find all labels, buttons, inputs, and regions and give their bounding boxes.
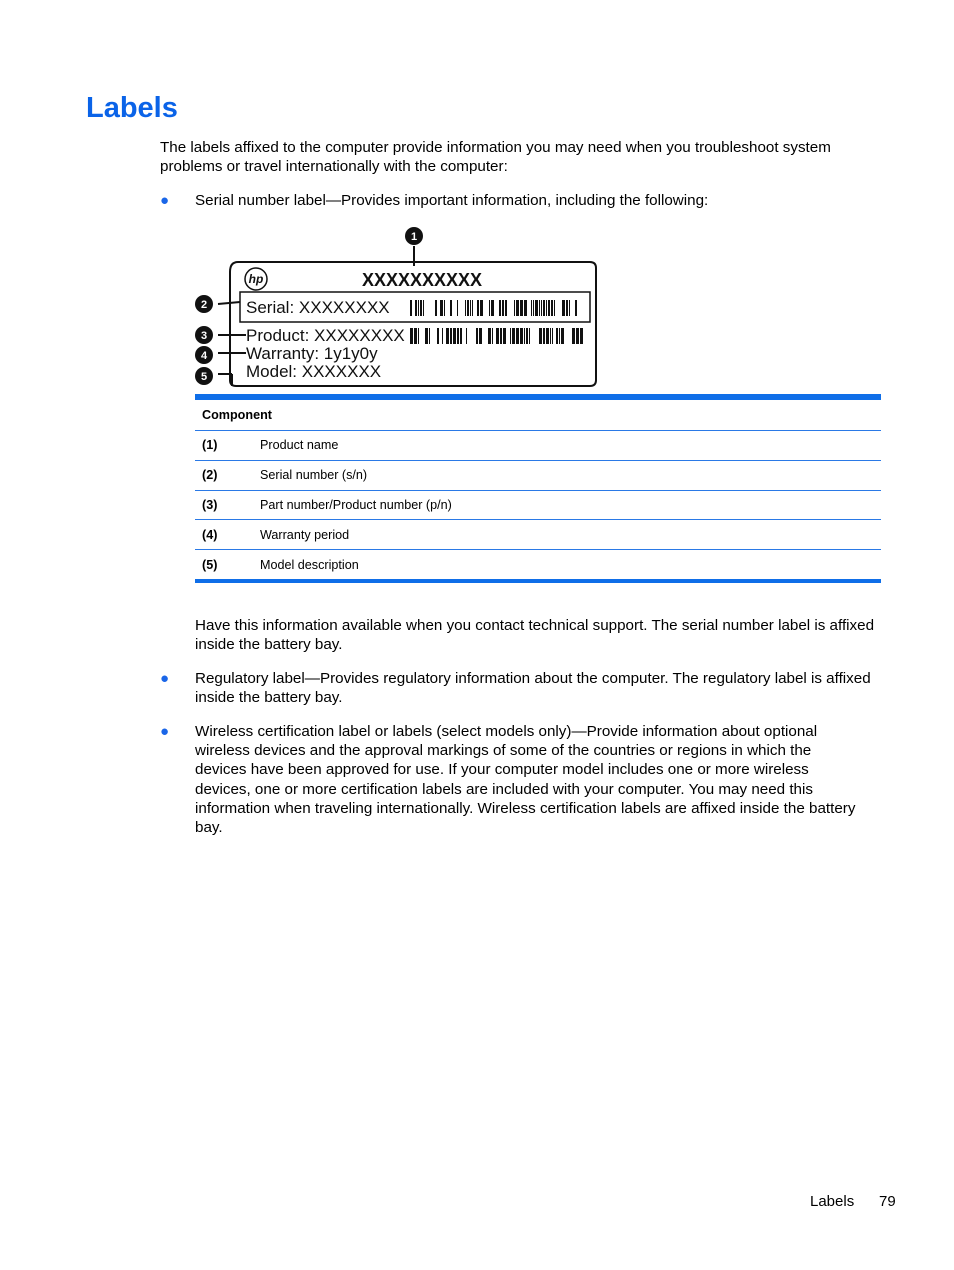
barcode-bar — [480, 300, 483, 316]
barcode-bar — [423, 300, 424, 316]
barcode-bar — [535, 300, 538, 316]
footer-page-number: 79 — [879, 1193, 896, 1210]
barcode-bar — [575, 300, 577, 316]
bullet-wireless-label: Wireless certification label or labels (select models only)—Provide information about optional wireless devices and the approval markings of some of the countries or regions in which the devices have been approved for use. If your computer model includes one or more wireless devices, one or more certification labels are included with your computer. You may need this information when traveling internationally. Wireless certification labels are affixed inside the battery bay. — [195, 723, 856, 837]
hp-logo — [245, 268, 267, 290]
barcode-bar — [572, 328, 575, 344]
callout-3 — [195, 326, 213, 344]
callout-2 — [195, 295, 213, 313]
component-description: Model description — [253, 550, 881, 581]
barcode-bar — [491, 300, 494, 316]
barcode-bar — [505, 300, 507, 316]
barcode-bar — [559, 328, 560, 344]
barcode-bar — [476, 328, 478, 344]
component-number: (1) — [195, 431, 253, 461]
svg-text:hp: hp — [248, 272, 264, 286]
barcode-bar — [520, 300, 523, 316]
bullet-marker: ● — [160, 723, 170, 740]
barcode-bar — [569, 300, 570, 316]
barcode-bar — [512, 328, 515, 344]
barcode-bar — [420, 300, 422, 316]
barcode-bar — [418, 300, 419, 316]
table-row — [195, 550, 881, 581]
barcode-bar — [539, 300, 540, 316]
barcode-bar — [446, 328, 449, 344]
barcode-bar — [437, 328, 439, 344]
barcode-bar — [529, 328, 530, 344]
component-header: Component — [195, 397, 881, 431]
barcode-bar — [516, 328, 519, 344]
barcode-bar — [556, 328, 558, 344]
barcode-bar — [554, 300, 555, 316]
barcode-bar — [516, 300, 519, 316]
serial-followup-paragraph: Have this information available when you contact technical support. The serial number label is affixed inside the battery bay. — [195, 617, 875, 654]
barcode-bar — [496, 328, 499, 344]
barcode-bar — [450, 300, 452, 316]
svg-text:4: 4 — [200, 350, 208, 362]
table-row — [195, 460, 881, 490]
label-serial-line: Serial: XXXXXXXX — [246, 298, 390, 317]
label-product-name: XXXXXXXXXX — [362, 270, 483, 290]
barcode-bar — [524, 328, 525, 344]
barcode-bar — [533, 300, 534, 316]
table-row — [195, 431, 881, 461]
barcode-bar — [541, 300, 542, 316]
barcode-bar — [444, 300, 445, 316]
barcode-bar — [566, 300, 568, 316]
barcode-bar — [531, 300, 532, 316]
barcode-bar — [546, 300, 547, 316]
barcode-bar — [460, 328, 462, 344]
barcode-bar — [552, 328, 553, 344]
barcode-bar — [418, 328, 419, 344]
bullet-marker: ● — [160, 670, 170, 687]
component-description: Product name — [253, 431, 881, 461]
barcode-bar — [550, 328, 551, 344]
barcode-bar — [472, 300, 473, 316]
table-row — [195, 520, 881, 550]
barcode-bar — [510, 328, 511, 344]
barcode-bar — [514, 300, 515, 316]
barcode-bar — [576, 328, 579, 344]
component-number: (5) — [195, 550, 253, 581]
page-title: Labels — [86, 92, 178, 124]
intro-paragraph: The labels affixed to the computer provide information you may need when you troubleshoot system problems or travel internationally with the computer: — [160, 139, 831, 176]
svg-text:3: 3 — [200, 330, 208, 342]
barcode-bar — [562, 300, 565, 316]
barcode-bar — [500, 328, 502, 344]
barcode-bar — [543, 328, 545, 344]
callout-5 — [195, 367, 213, 385]
barcode-bar — [520, 328, 523, 344]
barcode-bar — [543, 300, 545, 316]
barcode-bar — [503, 328, 506, 344]
product-barcode — [410, 328, 583, 344]
barcode-bar — [488, 328, 491, 344]
footer-section-name: Labels — [810, 1193, 855, 1210]
callout-1 — [405, 227, 423, 245]
barcode-bar — [429, 328, 430, 344]
barcode-bar — [450, 328, 452, 344]
barcode-bar — [470, 300, 471, 316]
barcode-bar — [425, 328, 428, 344]
barcode-bar — [548, 300, 550, 316]
label-model-line: Model: XXXXXXX — [246, 362, 382, 381]
table-row — [195, 490, 881, 520]
barcode-bar — [442, 328, 443, 344]
component-description: Part number/Product number (p/n) — [253, 490, 881, 520]
serial-label-illustration — [190, 222, 600, 392]
barcode-bar — [414, 328, 417, 344]
svg-text:2: 2 — [200, 299, 208, 311]
barcode-bar — [467, 300, 469, 316]
barcode-bar — [410, 300, 412, 316]
barcode-bar — [466, 328, 467, 344]
barcode-bar — [479, 328, 482, 344]
callout-4 — [195, 346, 213, 364]
barcode-bar — [489, 300, 490, 316]
barcode-bar — [492, 328, 493, 344]
barcode-bar — [465, 300, 466, 316]
bullet-marker: ● — [160, 192, 170, 209]
barcode-bar — [551, 300, 553, 316]
barcode-bar — [546, 328, 549, 344]
component-table — [195, 394, 881, 583]
barcode-bar — [499, 300, 501, 316]
component-number: (4) — [195, 520, 253, 550]
barcode-bar — [453, 328, 456, 344]
barcode-bar — [457, 328, 459, 344]
label-product-line: Product: XXXXXXXX — [246, 326, 405, 345]
barcode-bar — [561, 328, 564, 344]
barcode-bar — [410, 328, 413, 344]
barcode-bar — [580, 328, 583, 344]
barcode-bar — [526, 328, 528, 344]
barcode-bar — [524, 300, 527, 316]
barcode-bar — [415, 300, 417, 316]
barcode-bar — [457, 300, 458, 316]
component-description: Warranty period — [253, 520, 881, 550]
bullet-regulatory-label: Regulatory label—Provides regulatory information about the computer. The regulatory label is affixed inside the battery bay. — [195, 670, 871, 707]
component-description: Serial number (s/n) — [253, 460, 881, 490]
serial-barcode — [410, 300, 577, 316]
barcode-bar — [435, 300, 437, 316]
svg-text:5: 5 — [200, 371, 208, 383]
component-number: (2) — [195, 460, 253, 490]
barcode-bar — [477, 300, 479, 316]
barcode-bar — [440, 300, 443, 316]
svg-text:1: 1 — [410, 231, 418, 243]
barcode-bar — [502, 300, 504, 316]
barcode-bar — [539, 328, 542, 344]
component-number: (3) — [195, 490, 253, 520]
label-warranty-line: Warranty: 1y1y0y — [246, 344, 378, 363]
bullet-serial-label: Serial number label—Provides important information, including the following: — [195, 192, 709, 209]
